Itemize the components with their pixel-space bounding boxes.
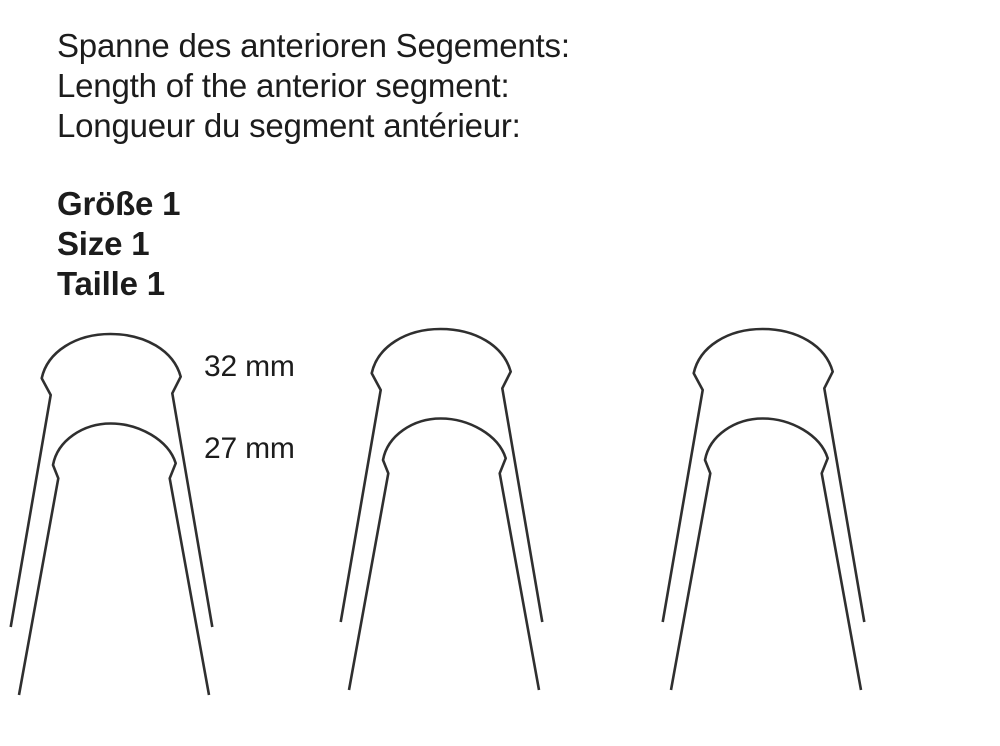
heading-fr: Longueur du segment antérieur: — [57, 107, 521, 144]
size-label-en: Size 1 — [57, 225, 150, 262]
archwire-figure-2 — [341, 329, 543, 690]
dimension-outer-span: 32 mm — [204, 350, 295, 383]
size-label-fr: Taille 1 — [57, 265, 165, 302]
archwire-figure-1 — [11, 334, 213, 695]
heading-en: Length of the anterior segment: — [57, 67, 510, 104]
size-label-de: Größe 1 — [57, 185, 181, 222]
dimension-inner-span: 27 mm — [204, 432, 295, 465]
heading-de: Spanne des anterioren Segements: — [57, 27, 570, 64]
archwire-figure-3 — [663, 329, 865, 690]
